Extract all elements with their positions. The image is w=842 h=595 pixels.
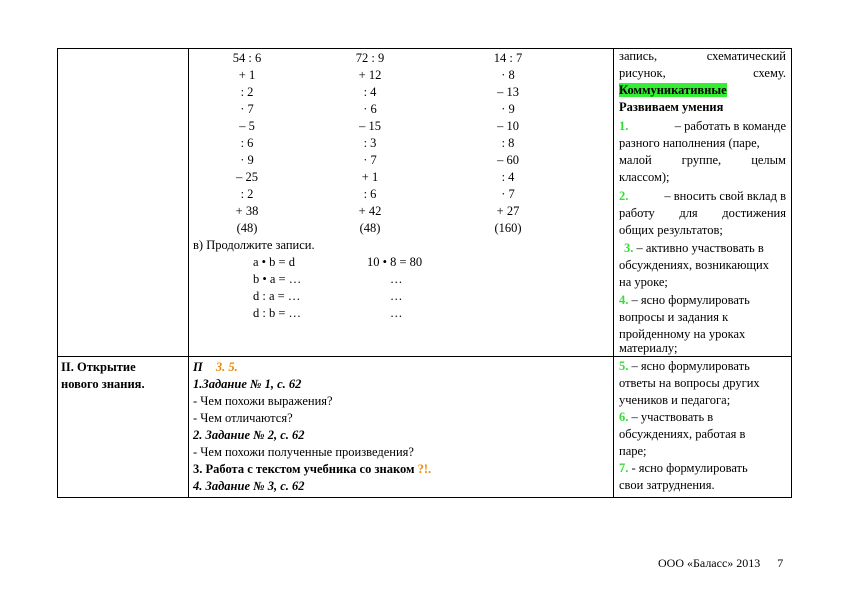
skill-3-text: – активно участвовать в bbox=[636, 241, 764, 255]
word: запись, bbox=[619, 49, 658, 63]
calc-step-col3-7: – 60 bbox=[497, 153, 519, 167]
communicative-highlight: Коммуникативные bbox=[619, 83, 727, 97]
calc-step-col1-5: – 5 bbox=[239, 119, 255, 133]
continue-records-heading: в) Продолжите записи. bbox=[193, 238, 315, 252]
skill-3-line3: на уроке; bbox=[619, 275, 668, 289]
skill-1-line4: классом); bbox=[619, 170, 670, 184]
skill-3-number: 3. bbox=[624, 241, 634, 255]
calc-step-col3-4: · 9 bbox=[501, 102, 515, 116]
record-left-1: a • b = d bbox=[253, 255, 295, 269]
skills-line bbox=[619, 65, 786, 82]
calc-step-col3-6: : 8 bbox=[501, 136, 515, 150]
skill-6-number: 6. bbox=[619, 410, 629, 424]
calc-step-col2-2: + 12 bbox=[358, 68, 382, 82]
calc-step-col2-9: : 6 bbox=[363, 187, 377, 201]
calc-step-col1-1: 54 : 6 bbox=[232, 51, 262, 65]
table-border-right bbox=[791, 48, 792, 498]
calc-step-col2-7: · 7 bbox=[363, 153, 377, 167]
calc-step-col2-8: + 1 bbox=[361, 170, 379, 184]
table-border-bottom bbox=[57, 497, 792, 498]
record-left-3: d : a = … bbox=[253, 289, 301, 303]
skill-4-line4: материалу; bbox=[619, 341, 678, 355]
question-3: - Чем похожи полученные произведения? bbox=[193, 445, 414, 459]
skill-2-line2 bbox=[619, 205, 786, 222]
calc-step-col2-5: – 15 bbox=[359, 119, 381, 133]
calc-step-col1-9: : 2 bbox=[240, 187, 254, 201]
col-divider-1 bbox=[188, 48, 189, 498]
skill-3-line2: обсуждениях, возникающих bbox=[619, 258, 769, 272]
page-footer bbox=[658, 555, 783, 572]
skill-3-line1 bbox=[624, 240, 764, 257]
calc-step-col3-10: + 27 bbox=[496, 204, 520, 218]
p-letter: П bbox=[193, 360, 203, 374]
skill-4-line2: вопросы и задания к bbox=[619, 310, 729, 324]
table-border-left bbox=[57, 48, 58, 498]
skill-4-number: 4. bbox=[619, 293, 629, 307]
question-1: - Чем похожи выражения? bbox=[193, 394, 333, 408]
skill-4-line3: пройденному на уроках bbox=[619, 327, 746, 341]
task-3-sign: ?!. bbox=[417, 462, 432, 476]
skill-5-text: – ясно формулировать bbox=[631, 359, 750, 373]
calc-step-col2-6: : 3 bbox=[363, 136, 377, 150]
question-2: - Чем отличаются? bbox=[193, 411, 293, 425]
record-right-4: … bbox=[390, 306, 403, 320]
stage-title-line1: II. Открытие bbox=[61, 360, 136, 374]
skill-5-line1 bbox=[619, 358, 750, 375]
word: целым bbox=[751, 153, 786, 167]
stage-title-line2: нового знания. bbox=[61, 377, 145, 391]
task-2-title: 2. Задание № 2, с. 62 bbox=[193, 428, 305, 442]
skill-1-line1 bbox=[619, 118, 786, 135]
word: малой bbox=[619, 153, 652, 167]
skill-6-text: – участвовать в bbox=[631, 410, 714, 424]
skill-7-number: 7. bbox=[619, 461, 629, 475]
calc-step-col3-2: · 8 bbox=[501, 68, 515, 82]
record-left-4: d : b = … bbox=[253, 306, 302, 320]
record-left-2: b • a = … bbox=[253, 272, 302, 286]
row-divider bbox=[57, 356, 792, 357]
calc-step-col3-11: (160) bbox=[494, 221, 522, 235]
task-1-title: 1.Задание № 1, с. 62 bbox=[193, 377, 302, 391]
skill-6-line2: обсуждениях, работая в bbox=[619, 427, 746, 441]
communicative-label bbox=[619, 82, 727, 99]
calc-step-col1-7: · 9 bbox=[240, 153, 254, 167]
footer-page-number: 7 bbox=[777, 556, 784, 570]
skill-5-number: 5. bbox=[619, 359, 629, 373]
skill-4-text: – ясно формулировать bbox=[631, 293, 750, 307]
calc-step-col1-8: – 25 bbox=[236, 170, 258, 184]
skill-2-number: 2. bbox=[619, 189, 629, 203]
word: достижения bbox=[722, 206, 786, 220]
calc-step-col3-3: – 13 bbox=[497, 85, 519, 99]
skill-1-number: 1. bbox=[619, 119, 629, 133]
skills-line bbox=[619, 48, 786, 65]
record-right-1: 10 • 8 = 80 bbox=[367, 255, 423, 269]
skill-1-line2: разного наполнения (паре, bbox=[619, 136, 760, 150]
record-right-3: … bbox=[390, 289, 403, 303]
calc-step-col2-1: 72 : 9 bbox=[355, 51, 385, 65]
skill-7-text: - ясно формулировать bbox=[631, 461, 748, 475]
develop-skills-heading: Развиваем умения bbox=[619, 100, 724, 114]
calc-step-col1-6: : 6 bbox=[240, 136, 254, 150]
calc-step-col2-4: · 6 bbox=[363, 102, 377, 116]
skill-7-line2: свои затруднения. bbox=[619, 478, 715, 492]
skill-6-line3: паре; bbox=[619, 444, 647, 458]
skill-1-line3 bbox=[619, 152, 786, 169]
calc-step-col2-10: + 42 bbox=[358, 204, 382, 218]
calc-step-col2-11: (48) bbox=[359, 221, 381, 235]
calc-step-col3-8: : 4 bbox=[501, 170, 515, 184]
col-divider-2 bbox=[613, 48, 614, 498]
skill-5-line2: ответы на вопросы других bbox=[619, 376, 760, 390]
calc-step-col1-4: · 7 bbox=[240, 102, 254, 116]
record-right-2: … bbox=[390, 272, 403, 286]
p-label bbox=[193, 359, 238, 376]
task-4-title: 4. Задание № 3, с. 62 bbox=[193, 479, 305, 493]
word: схематический bbox=[706, 49, 786, 63]
skill-2-text: – вносить свой вклад в bbox=[664, 189, 786, 203]
calc-step-col2-3: : 4 bbox=[363, 85, 377, 99]
task-3-title bbox=[193, 461, 431, 478]
skill-2-line3: общих результатов; bbox=[619, 223, 723, 237]
word: рисунок, bbox=[619, 66, 666, 80]
calc-step-col1-11: (48) bbox=[236, 221, 258, 235]
p-reference: 3. 5. bbox=[215, 360, 238, 374]
calc-step-col3-5: – 10 bbox=[497, 119, 519, 133]
word: схему. bbox=[753, 66, 786, 80]
footer-company: ООО «Баласс» 2013 bbox=[658, 556, 761, 570]
skill-2-line1 bbox=[619, 188, 786, 205]
word: группе, bbox=[681, 153, 722, 167]
calc-step-col1-10: + 38 bbox=[235, 204, 259, 218]
calc-step-col1-2: + 1 bbox=[238, 68, 256, 82]
skill-7-line1 bbox=[619, 460, 748, 477]
word: для bbox=[679, 206, 698, 220]
skill-4-line1 bbox=[619, 292, 750, 309]
word: работу bbox=[619, 206, 655, 220]
calc-step-col1-3: : 2 bbox=[240, 85, 254, 99]
skill-1-text: – работать в команде bbox=[674, 119, 786, 133]
skill-6-line1 bbox=[619, 409, 713, 426]
task-3-text: 3. Работа с текстом учебника со знаком bbox=[193, 462, 415, 476]
calc-step-col3-9: · 7 bbox=[501, 187, 515, 201]
skill-5-line3: учеников и педагога; bbox=[619, 393, 731, 407]
calc-step-col3-1: 14 : 7 bbox=[493, 51, 523, 65]
